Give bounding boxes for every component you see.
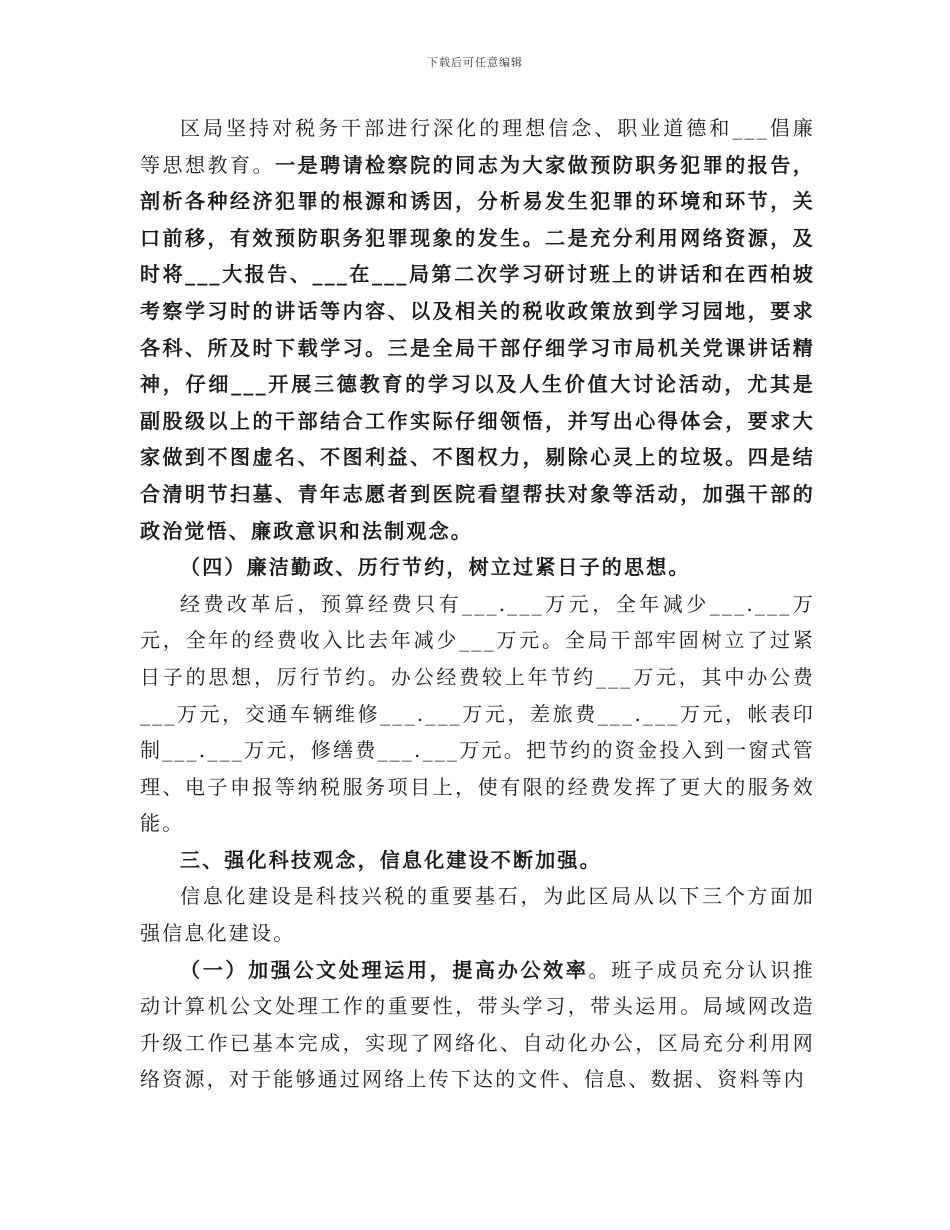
page-header-note: 下载后可任意编辑: [427, 56, 523, 69]
document-body: [140, 110, 815, 1098]
paragraph-document-processing-text: 。班子成员充分认识推动计算机公文处理工作的重要性，带头学习，带头运用。局域网改造升级工作已基本完成，实现了网络化、自动化办公，区局充分利用网络资源，对于能够通过网络上传下达的文件、信息、数据、资料等内: [140, 957, 815, 1092]
paragraph-budget: 经费改革后，预算经费只有___.___万元，全年减少___.___万元，全年的经费收入比去年减少___万元。全局干部牢固树立了过紧日子的思想，厉行节约。办公经费较上年节约___万元，其中办公费___万元，交通车辆维修___.___万元，差旅费___.___万元，帐表印制___.___万元，修缮费___.___万元。把节约的资金投入到一窗式管理、电子申报等纳税服务项目上，使有限的经费发挥了更大的服务效能。: [140, 591, 815, 836]
paragraph-education-intro: 区局坚持对税务干部进行深化的理想信念、职业道德和___倡廉等思想教育。: [140, 116, 815, 177]
paragraph-document-processing: [140, 952, 815, 1098]
section-heading-frugality: （四）廉洁勤政、历行节约，树立过紧日子的思想。: [180, 555, 691, 580]
paragraph-informatization: 信息化建设是科技兴税的重要基石，为此区局从以下三个方面加强信息化建设。: [140, 884, 815, 946]
paragraph-document-processing-title: （一）加强公文处理运用，提高办公效率: [180, 957, 589, 982]
paragraph-education-measures: 一是聘请检察院的同志为大家做预防职务犯罪的报告，剖析各种经济犯罪的根源和诱因，分析易发生犯罪的环境和环节，关口前移，有效预防职务犯罪现象的发生。二是充分利用网络资源，及时将___大报告、___在___局第二次学习研讨班上的讲话和在西柏坡考察学习时的讲话等内容、以及相关的税收政策放到学习园地，要求各科、所及时下载学习。三是全局干部仔细学习市局机关党课讲话精神，仔细___开展三德教育的学习以及人生价值大讨论活动，尤其是副股级以上的干部结合工作实际仔细领悟，并写出心得体会，要求大家做到不图虚名、不图利益、不图权力，剔除心灵上的垃圾。四是结合清明节扫墓、青年志愿者到医院看望帮扶对象等活动，加强干部的政治觉悟、廉政意识和法制观念。: [140, 152, 815, 543]
section-heading-technology: 三、强化科技观念，信息化建设不断加强。: [180, 847, 602, 872]
paragraph-education: [140, 110, 815, 549]
